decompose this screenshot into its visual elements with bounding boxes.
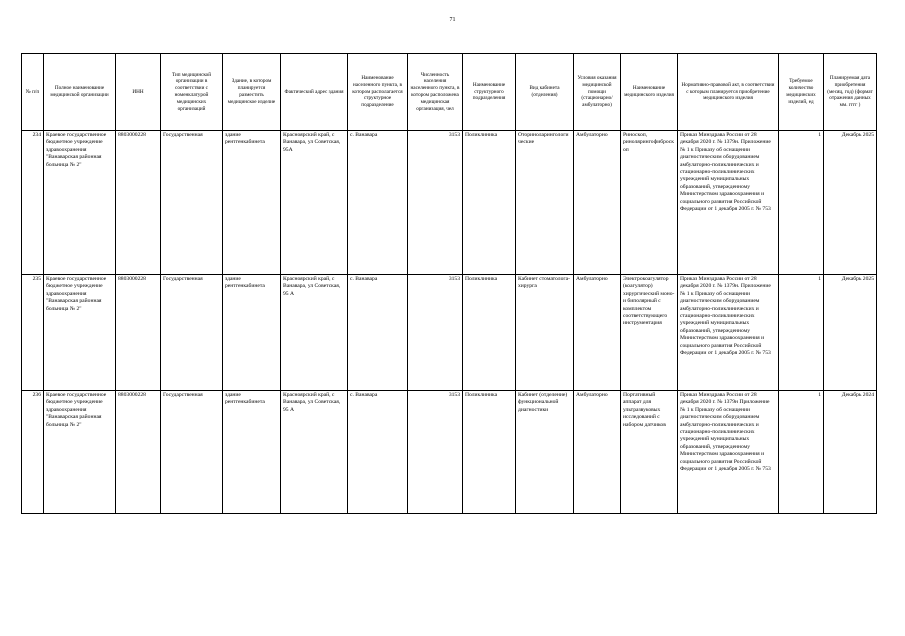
- header-cell: Фактический адрес здания: [281, 54, 348, 131]
- population-cell: 3153: [408, 391, 463, 514]
- header-cell: Нормативно-правовой акт, в соответствии с которым планируется приобретение медицинского изделия: [678, 54, 779, 131]
- header-cell: Условия оказания медицинской помощи (стационарно/ амбулаторно): [574, 54, 621, 131]
- legal-act-cell: Приказ Минздрава России от 28 декабря 2020 г. № 1379н Приложение № 1 к Приказу об оснащении диагностическим оборудованием амбулаторно-поликлинических и стационарно-поликлинических учреждений муниципальных образований, утвержденному Министерством здравоохранения и социального развития Российской Федерации от 1 декабря 2005 г. № 753: [678, 391, 779, 514]
- purchase-date-cell: Декабрь 2025: [824, 275, 877, 391]
- header-cell: Полное наименование медицинской организации: [44, 54, 116, 131]
- address-cell: Красноярский край, с Ванавара, ул Советская, 95А: [281, 131, 348, 275]
- row-number-cell: 235: [22, 275, 44, 391]
- settlement-cell: с. Ванавара: [348, 391, 408, 514]
- header-cell: Наименование населенного пункта, в котором располагается структурное подразделение: [348, 54, 408, 131]
- population-cell: 3153: [408, 131, 463, 275]
- device-name-cell: Риноскоп, ринолярингофиброскоп: [621, 131, 678, 275]
- organization-cell: Краевое государственное бюджетное учреждение здравоохранения "Ванаварская районная больница № 2": [44, 391, 116, 514]
- header-cell: Вид кабинета (отделения): [516, 54, 574, 131]
- organization-cell: Краевое государственное бюджетное учреждение здравоохранения "Ванаварская районная больница № 2": [44, 275, 116, 391]
- inn-cell: 8803000228: [116, 131, 161, 275]
- legal-act-cell: Приказ Минздрава России от 28 декабря 2020 г. № 1379н. Приложение № 1 к Приказу об оснащении диагностическим оборудованием амбулаторно-поликлинических и стационарно-поликлинических учреждений муниципальных образований, утвержденному Министерством здравоохранения и социального развития Российской Федерации от 1 декабря 2005 г. № 753: [678, 275, 779, 391]
- header-cell: № п/п: [22, 54, 44, 131]
- settlement-cell: с. Ванавара: [348, 131, 408, 275]
- care-conditions-cell: Амбулаторно: [574, 131, 621, 275]
- header-cell: Планируемая дата приобретения (месяц, год) (формат отражения данных мм. гггг ): [824, 54, 877, 131]
- header-cell: Наименование структурного подразделения: [463, 54, 516, 131]
- population-cell: 3153: [408, 275, 463, 391]
- header-cell: Наименование медицинского изделия: [621, 54, 678, 131]
- device-name-cell: Портативный аппарат для ультразвуковых исследований с набором датчиков: [621, 391, 678, 514]
- org-type-cell: Государственная: [161, 131, 223, 275]
- header-cell: Требуемое количество медицинских изделий, ед: [779, 54, 824, 131]
- org-type-cell: Государственная: [161, 275, 223, 391]
- quantity-cell: 1: [779, 391, 824, 514]
- device-name-cell: Электрокоагулятор (коагулятор) хирургический моно- и биполярный с комплектом соответствующего инструментария: [621, 275, 678, 391]
- table-row: [22, 391, 877, 514]
- purchase-date-cell: Декабрь 2024: [824, 391, 877, 514]
- header-row: [22, 54, 877, 131]
- inn-cell: 8803000228: [116, 275, 161, 391]
- organization-cell: Краевое государственное бюджетное учреждение здравоохранения "Ванаварская районная больница № 2": [44, 131, 116, 275]
- quantity-cell: 1: [779, 131, 824, 275]
- header-cell: Здание, в котором планируется разместить медицинское изделие: [223, 54, 281, 131]
- care-conditions-cell: Амбулаторно: [574, 275, 621, 391]
- office-type-cell: Оториноларингологические: [516, 131, 574, 275]
- building-cell: здание рентгенкабинета: [223, 391, 281, 514]
- subdivision-cell: Поликлиника: [463, 275, 516, 391]
- org-type-cell: Государственная: [161, 391, 223, 514]
- office-type-cell: Кабинет стоматолога-хирурга: [516, 275, 574, 391]
- table-row: [22, 275, 877, 391]
- quantity-cell: 1: [779, 275, 824, 391]
- settlement-cell: с. Ванавара: [348, 275, 408, 391]
- care-conditions-cell: Амбулаторно: [574, 391, 621, 514]
- row-number-cell: 236: [22, 391, 44, 514]
- office-type-cell: Кабинет (отделение) функциональной диагностики: [516, 391, 574, 514]
- legal-act-cell: Приказ Минздрава России от 28 декабря 2020 г. № 1379н. Приложение № 1 к Приказу об оснащении диагностическим оборудованием амбулаторно-поликлинических и стационарно-поликлинических учреждений муниципальных образований, утвержденному Министерством здравоохранения и социального развития Российской Федерации от 1 декабря 2005 г. № 753: [678, 131, 779, 275]
- building-cell: здание рентгенкабинета: [223, 131, 281, 275]
- page-number: 71: [449, 17, 456, 23]
- header-cell: ИНН: [116, 54, 161, 131]
- building-cell: здание рентгенкабинета: [223, 275, 281, 391]
- subdivision-cell: Поликлиника: [463, 391, 516, 514]
- subdivision-cell: Поликлиника: [463, 131, 516, 275]
- header-cell: Тип медицинской организации в соответствии с номенклатурой медицинских организаций: [161, 54, 223, 131]
- inn-cell: 8803000228: [116, 391, 161, 514]
- header-cell: Численность населения населенного пункта, в котором расположена медицинская организация, чел: [408, 54, 463, 131]
- purchase-date-cell: Декабрь 2025: [824, 131, 877, 275]
- table-row: [22, 131, 877, 275]
- address-cell: Красноярский край, с Ванавара, ул Советская, 95 А: [281, 275, 348, 391]
- equipment-table: [21, 53, 877, 514]
- row-number-cell: 234: [22, 131, 44, 275]
- address-cell: Красноярский край, с Ванавара, ул Советская, 95 А: [281, 391, 348, 514]
